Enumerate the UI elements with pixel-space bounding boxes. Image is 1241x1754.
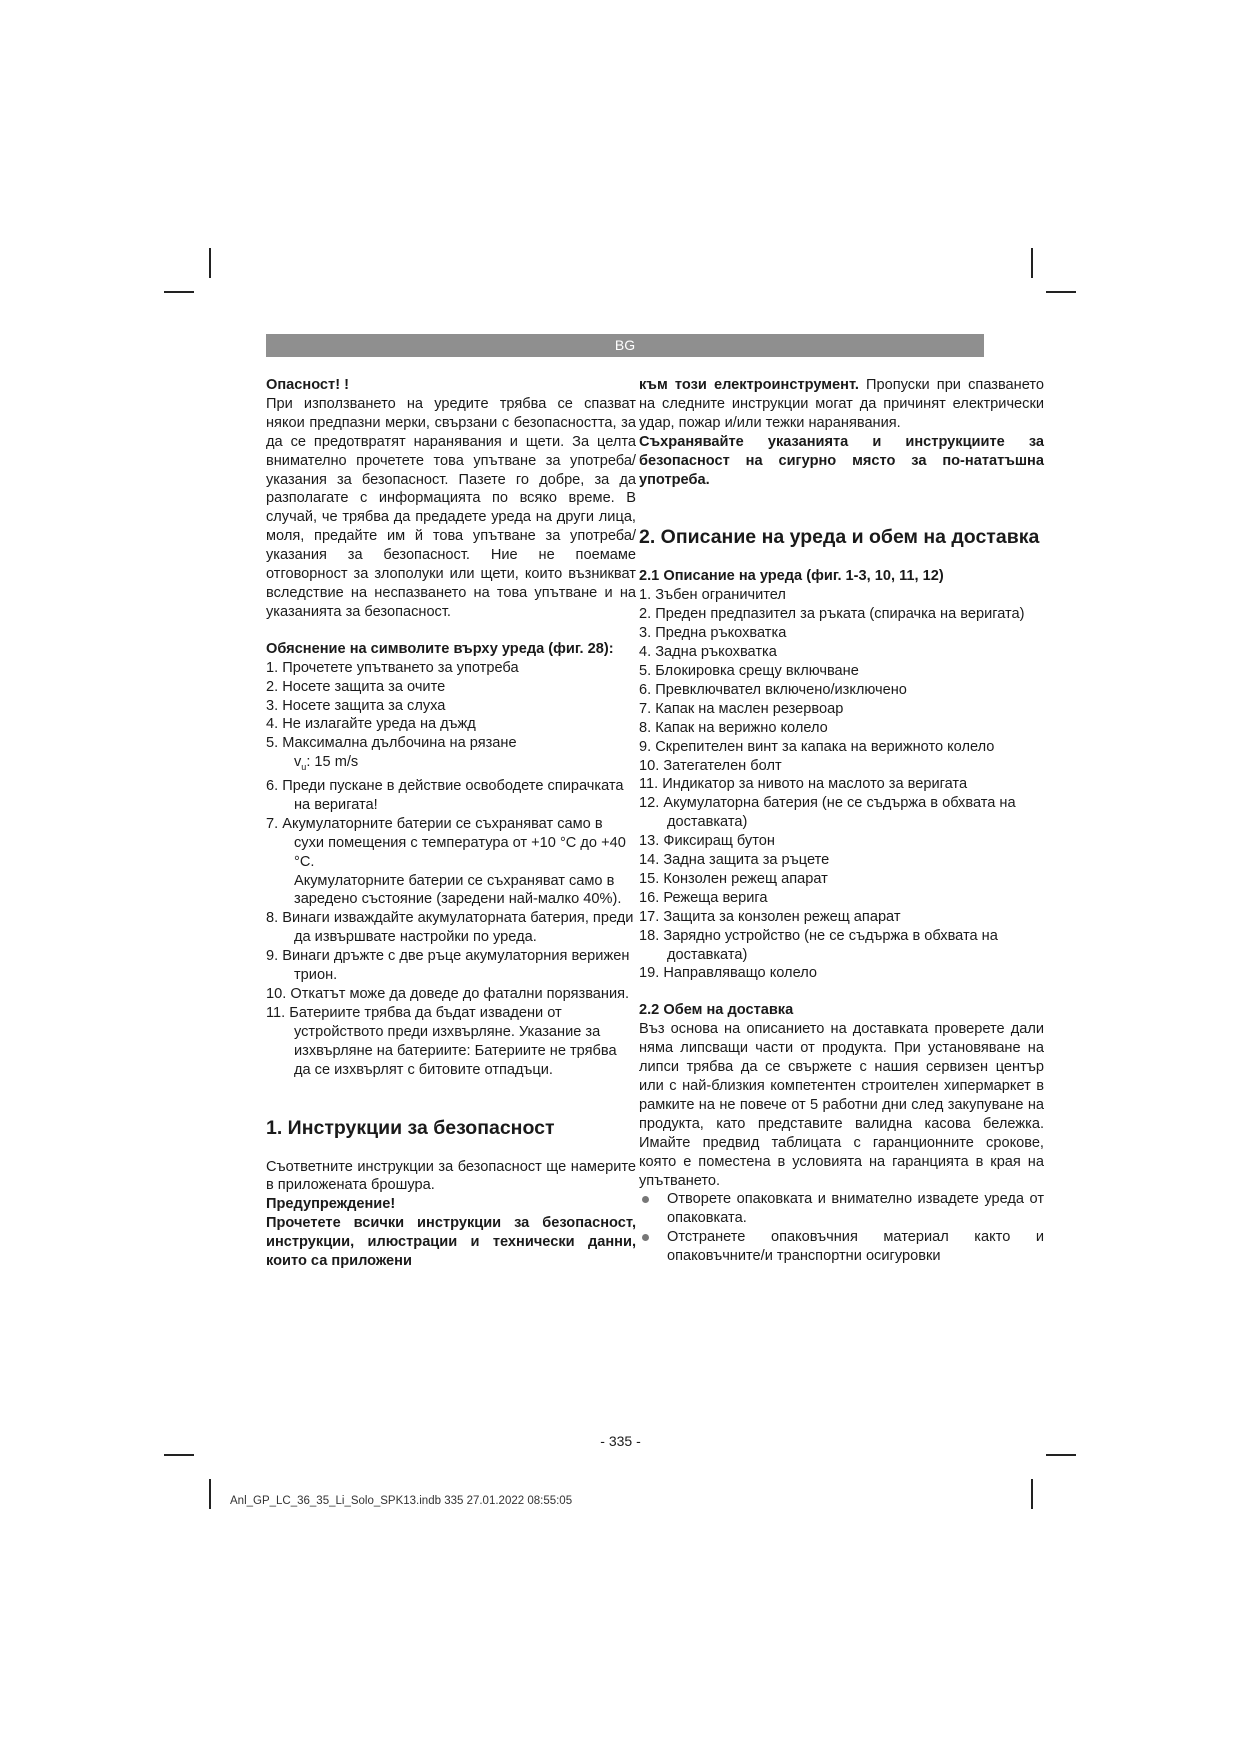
list-item: 5. Блокировка срещу включване [639, 662, 859, 679]
list-item: 13. Фиксиращ бутон [639, 833, 775, 850]
warning-text: Прочетете всички инструкции за безопасност, инструкции, илюстрации и технически данни, които са приложени [266, 1215, 636, 1270]
list-item: 1. Зъбен ограничител [639, 587, 786, 604]
list-item: 4. Задна ръкохватка [639, 644, 777, 661]
crop-mark [164, 1454, 194, 1456]
list-item: 16. Режеща верига [639, 889, 768, 906]
danger-text: При използването на уредите трябва се спазват някои предпазни мерки, свързани с безопасността, за да се предотвратят наранявания и щети. За целта внимателно прочетете това упътване за употреба/ указания за безопасност. Пазете го добре, за да разполагате с информацията по всяко време. В случай, че трябва да предадете уреда на други лица, моля, предайте им й това упътване за употреба/указания за безопасност. Ние не поемаме отговорност за злополуки или щети, които възникват вследствие на неспазването на това упътване и на указанията за безопасност. [266, 395, 636, 620]
danger-title: Опасност! ! [266, 377, 349, 393]
crop-mark [1031, 1479, 1033, 1509]
list-item: 2. Преден предпазител за ръката (спирачка на веригата) [639, 606, 1025, 623]
list-item: 7. Акумулаторните батерии се съхраняват само в сухи помещения с температура от +10 °C до +40 °C. Акумулаторните батерии се съхраняват само в заредено състояние (заредени най-малко 40%). [266, 815, 626, 908]
list-item: 6. Превключвател включено/изключено [639, 681, 907, 698]
language-tag: BG [614, 337, 636, 353]
list-item: 3. Носете защита за слуха [266, 697, 446, 714]
list-item: 17. Защита за конзолен режещ апарат [639, 908, 901, 925]
list-item: 14. Задна защита за ръцете [639, 852, 830, 869]
list-item: 8. Капак на верижно колело [639, 719, 828, 736]
list-item: 4. Не излагайте уреда на дъжд [266, 716, 476, 733]
bullet-list [639, 1190, 1044, 1266]
list-item: 8. Винаги изваждайте акумулаторната батерия, преди да извършвате настройки по уреда. [266, 910, 634, 946]
right-column [639, 376, 1044, 1266]
battery-storage-note: Акумулаторните батерии се съхраняват само в заредено състояние (заредени най-малко 40%). [294, 872, 622, 908]
list-item: 5. Максимална дълбочина на рязане $v_u$: 15 m/s [266, 735, 517, 773]
subsection-2-2-text: Въз основа на описанието на доставката проверете дали няма липсващи части от продукта. При установяване на липси трябва да се свържете с нашия сервизен център или с най-близкия компетентен строителен хипермаркет в рамките на не повече от 5 работни дни след закупуване на продукта, като представите валидна касова бележка. Имайте предвид таблицата с гаранционните срокове, която е поместена в условията на гаранцията в края на упътването. [639, 1021, 1044, 1189]
list-item: 11. Индикатор за нивото на маслото за веригата [639, 776, 968, 793]
subsection-2-1-title: 2.1 Описание на уреда (фиг. 1-3, 10, 11, 12) [639, 568, 944, 585]
list-item: 1. Прочетете упътването за употреба [266, 659, 519, 676]
page-number: - 335 - [600, 1433, 641, 1449]
list-item: 7. Капак на маслен резервоар [639, 700, 844, 717]
list-item: Отстранете опаковъчния материал както и опаковъчните/и транспортни осигуровки [639, 1228, 1044, 1266]
crop-mark [1031, 248, 1033, 278]
subsection-2-2-title: 2.2 Обем на доставка [639, 1002, 794, 1019]
keep-instructions-text: Съхранявайте указанията и инструкциите за безопасност на сигурно място за по-нататъшна употреба. [639, 433, 1044, 488]
list-item: 18. Зарядно устройство (не се съдържа в обхвата на доставката) [639, 927, 998, 963]
crop-mark [209, 248, 211, 278]
crop-mark [1046, 1454, 1076, 1456]
list-item: 15. Конзолен режещ апарат [639, 870, 828, 887]
print-footer: Anl_GP_LC_36_35_Li_Solo_SPK13.indb 335 27.01.2022 08:55:05 [230, 1495, 573, 1507]
list-item: 10. Откатът може да доведе до фатални порязвания. [266, 986, 630, 1002]
list-item: 6. Преди пускане в действие освободете спирачката на веригата! [266, 778, 624, 813]
list-item: 19. Направляващо колело [639, 965, 817, 982]
list-item: 2. Носете защита за очите [266, 678, 446, 695]
list-item: 3. Предна ръкохватка [639, 625, 787, 642]
crop-mark [209, 1479, 211, 1509]
symbols-title: Обяснение на символите върху уреда (фиг. 28): [266, 640, 614, 657]
language-bar [266, 334, 984, 357]
list-item: 11. Батериите трябва да бъдат извадени от устройството преди изхвърляне. Указание за изхвърляне на батериите: Батериите не трябва да се изхвърлят с битовите отпадъци. [266, 1004, 617, 1078]
list-item: 10. Затегателен болт [639, 757, 782, 774]
crop-mark [1046, 291, 1076, 293]
section-1-title: 1. Инструкции за безопасност [266, 1116, 555, 1139]
left-column [266, 376, 636, 1271]
section-2-title: 2. Описание на уреда и обем на доставка [639, 526, 1040, 549]
list-item: 9. Винаги дръжте с две ръце акумулаторния верижен трион. [266, 948, 630, 984]
list-item: Отворете опаковката и внимателно извадете уреда от опаковката. [639, 1190, 1044, 1228]
list-item: 12. Акумулаторна батерия (не се съдържа в обхвата на доставката) [639, 795, 1016, 831]
speed-label: $v_u$: 15 m/s [294, 754, 359, 773]
parts-list [639, 586, 1044, 983]
continued-paragraph: към този електроинструмент. Пропуски при спазването на следните инструкции могат да причинят електрически удар, пожар и/или тежки наранявания. [639, 377, 1044, 431]
warning-title: Предупреждение! [266, 1196, 396, 1213]
section-1-text: Съответните инструкции за безопасност ще намерите в приложената брошура. [266, 1158, 636, 1194]
list-item: 9. Скрепителен винт за капака на верижното колело [639, 738, 995, 755]
symbols-list [266, 659, 636, 1080]
crop-mark [164, 291, 194, 293]
